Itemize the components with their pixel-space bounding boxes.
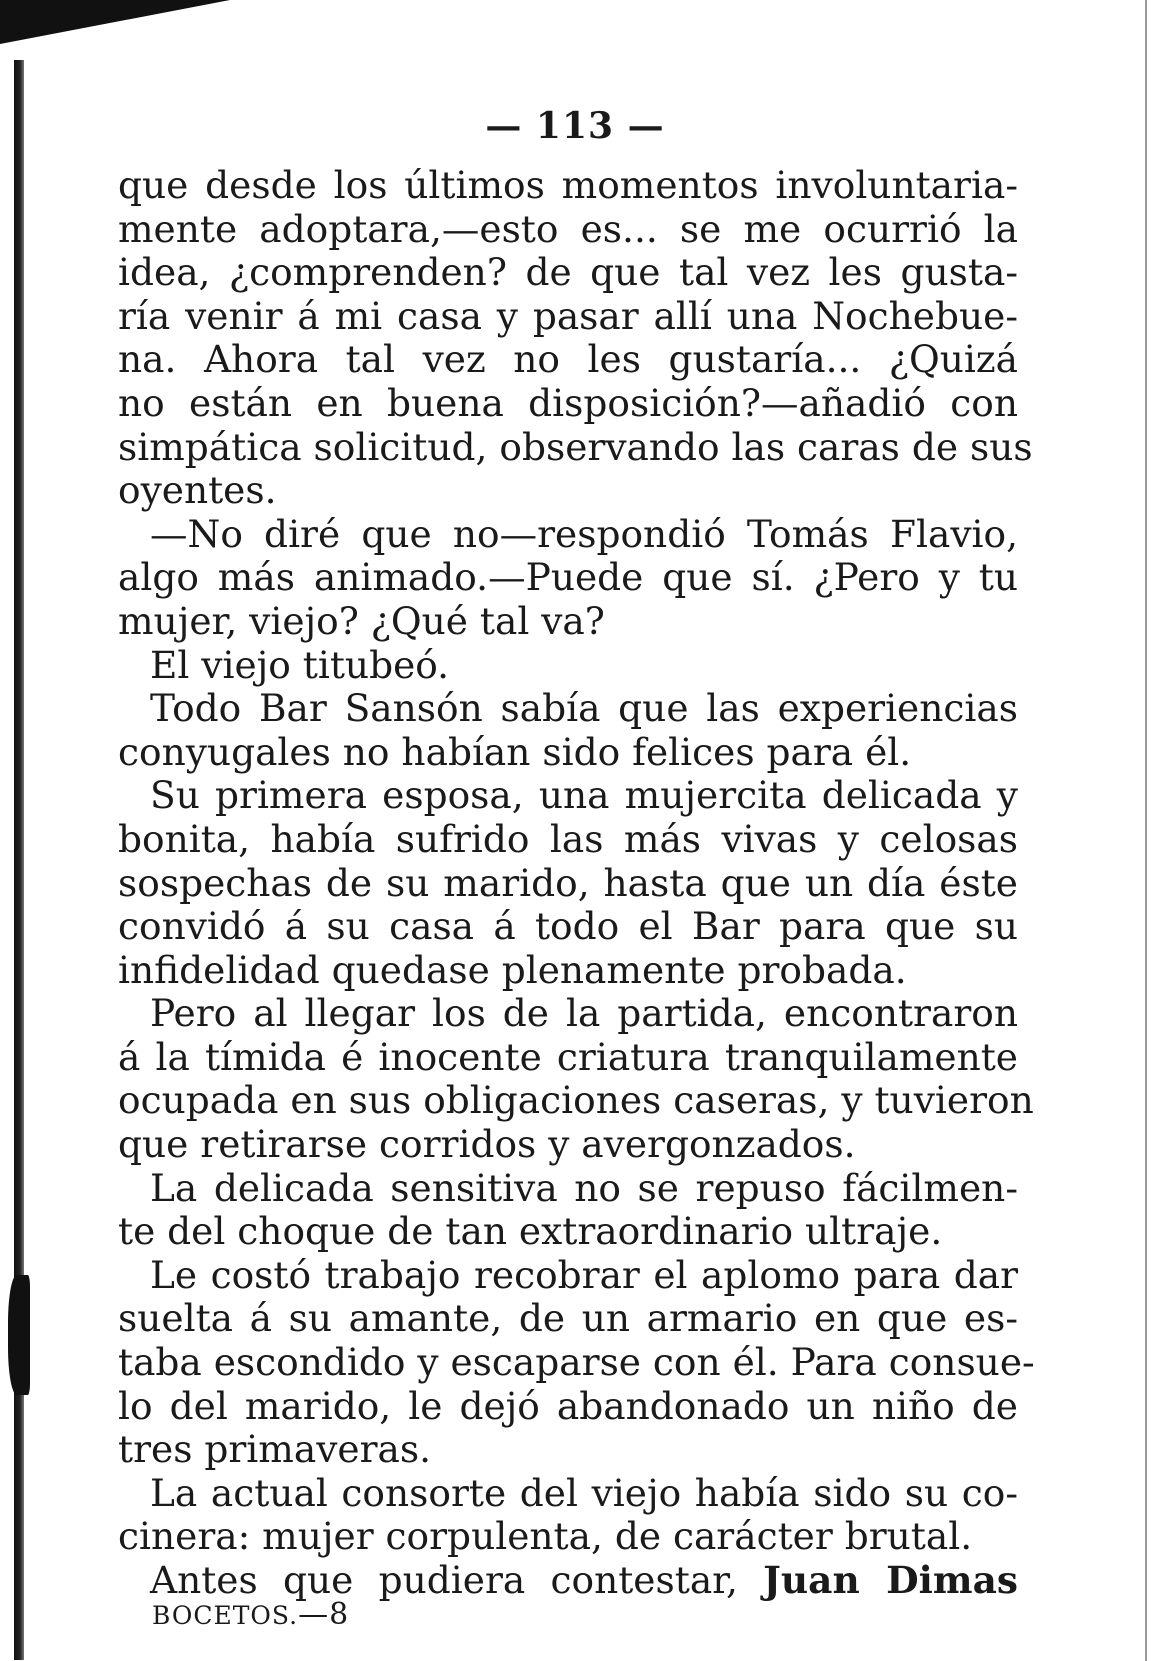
text-line: ría venir á mi casa y pasar allí una Nochebue-: [118, 293, 1018, 338]
text-line: bonita, había sufrido las más vivas y celosas: [118, 816, 1018, 861]
text-line: no están en buena disposición?—añadió con: [118, 380, 1018, 425]
text-line: suelta á su amante, de un armario en que es-: [118, 1296, 1018, 1341]
text-line: que retirarse corridos y avergonzados.: [118, 1122, 856, 1167]
text-line: La actual consorte del viejo había sido su co-: [150, 1470, 1018, 1515]
text-line: mente adoptara,—esto es... se me ocurrió la: [118, 206, 1018, 251]
paragraph: [118, 1472, 1018, 1559]
text-line-start: Antes que pudiera contestar,: [150, 1558, 738, 1602]
binding-shadow: [14, 60, 24, 1660]
text-line: lo del marido, le dejó abandonado un niño de: [118, 1383, 1018, 1428]
signature-number: 8: [329, 1597, 350, 1632]
text-line: sospechas de su marido, hasta que un día éste: [118, 860, 1018, 905]
text-line: que desde los últimos momentos involuntaria-: [118, 163, 1018, 207]
signature-line: [152, 1597, 350, 1632]
text-line: convidó á su casa á todo el Bar para que su: [118, 904, 1018, 949]
paragraph: [118, 774, 1018, 992]
text-line: Su primera esposa, una mujercita delicada y: [150, 773, 1018, 818]
paragraph: [118, 687, 1018, 774]
text-line: Le costó trabajo recobrar el aplomo para dar: [150, 1252, 1018, 1297]
text-line: La delicada sensitiva no se repuso fácilmen-: [150, 1165, 1018, 1210]
text-line: Todo Bar Sansón sabía que las experiencias: [150, 686, 1018, 731]
text-line: infidelidad quedase plenamente probada.: [118, 947, 907, 992]
text-line: [118, 1559, 1018, 1603]
text-line: conyugales no habían sido felices para él.: [118, 729, 912, 774]
bold-name: Juan Dimas: [763, 1558, 1018, 1602]
text-line: tres primaveras.: [118, 1427, 432, 1472]
page-number: — 113 —: [485, 105, 665, 147]
paragraph: [118, 163, 1033, 513]
paragraph: [118, 1559, 1018, 1603]
text-line: te del choque de tan extraordinario ultraje.: [118, 1209, 943, 1254]
paragraph: [118, 513, 1018, 644]
scan-corner-shadow: [0, 0, 230, 44]
text-line: ocupada en sus obligaciones caseras, y tuvieron: [118, 1078, 1034, 1123]
text-line: simpática solicitud, observando las caras de sus: [118, 424, 1033, 469]
text-line: —No diré que no—respondió Tomás Flavio,: [150, 511, 1018, 556]
text-line: idea, ¿comprenden? de que tal vez les gusta-: [118, 250, 1018, 295]
text-line: El viejo titubeó.: [150, 642, 450, 687]
text-line: cinera: mujer corpulenta, de carácter brutal.: [118, 1514, 973, 1559]
paragraph: [118, 644, 1018, 688]
text-line: Pero al llegar los de la partida, encontraron: [150, 991, 1018, 1036]
signature-separator: —: [298, 1597, 330, 1632]
text-line: mujer, viejo? ¿Qué tal va?: [118, 598, 605, 643]
text-line: á la tímida é inocente criatura tranquilamente: [118, 1034, 1018, 1079]
page-edge-line: [1145, 0, 1147, 1661]
text-line: na. Ahora tal vez no les gustaría... ¿Quizá: [118, 337, 1018, 382]
paragraph: [118, 991, 1034, 1167]
paragraph: [118, 1252, 1035, 1472]
paragraph: [118, 1167, 1018, 1254]
body-text: [118, 163, 1035, 1603]
text-line: taba escondido y escaparse con él. Para consue-: [118, 1340, 1035, 1385]
text-line: algo más animado.—Puede que sí. ¿Pero y tu: [118, 555, 1018, 600]
binding-notch: [8, 1275, 30, 1395]
signature-label: BOCETOS.: [152, 1601, 299, 1630]
text-line: oyentes.: [118, 468, 277, 513]
